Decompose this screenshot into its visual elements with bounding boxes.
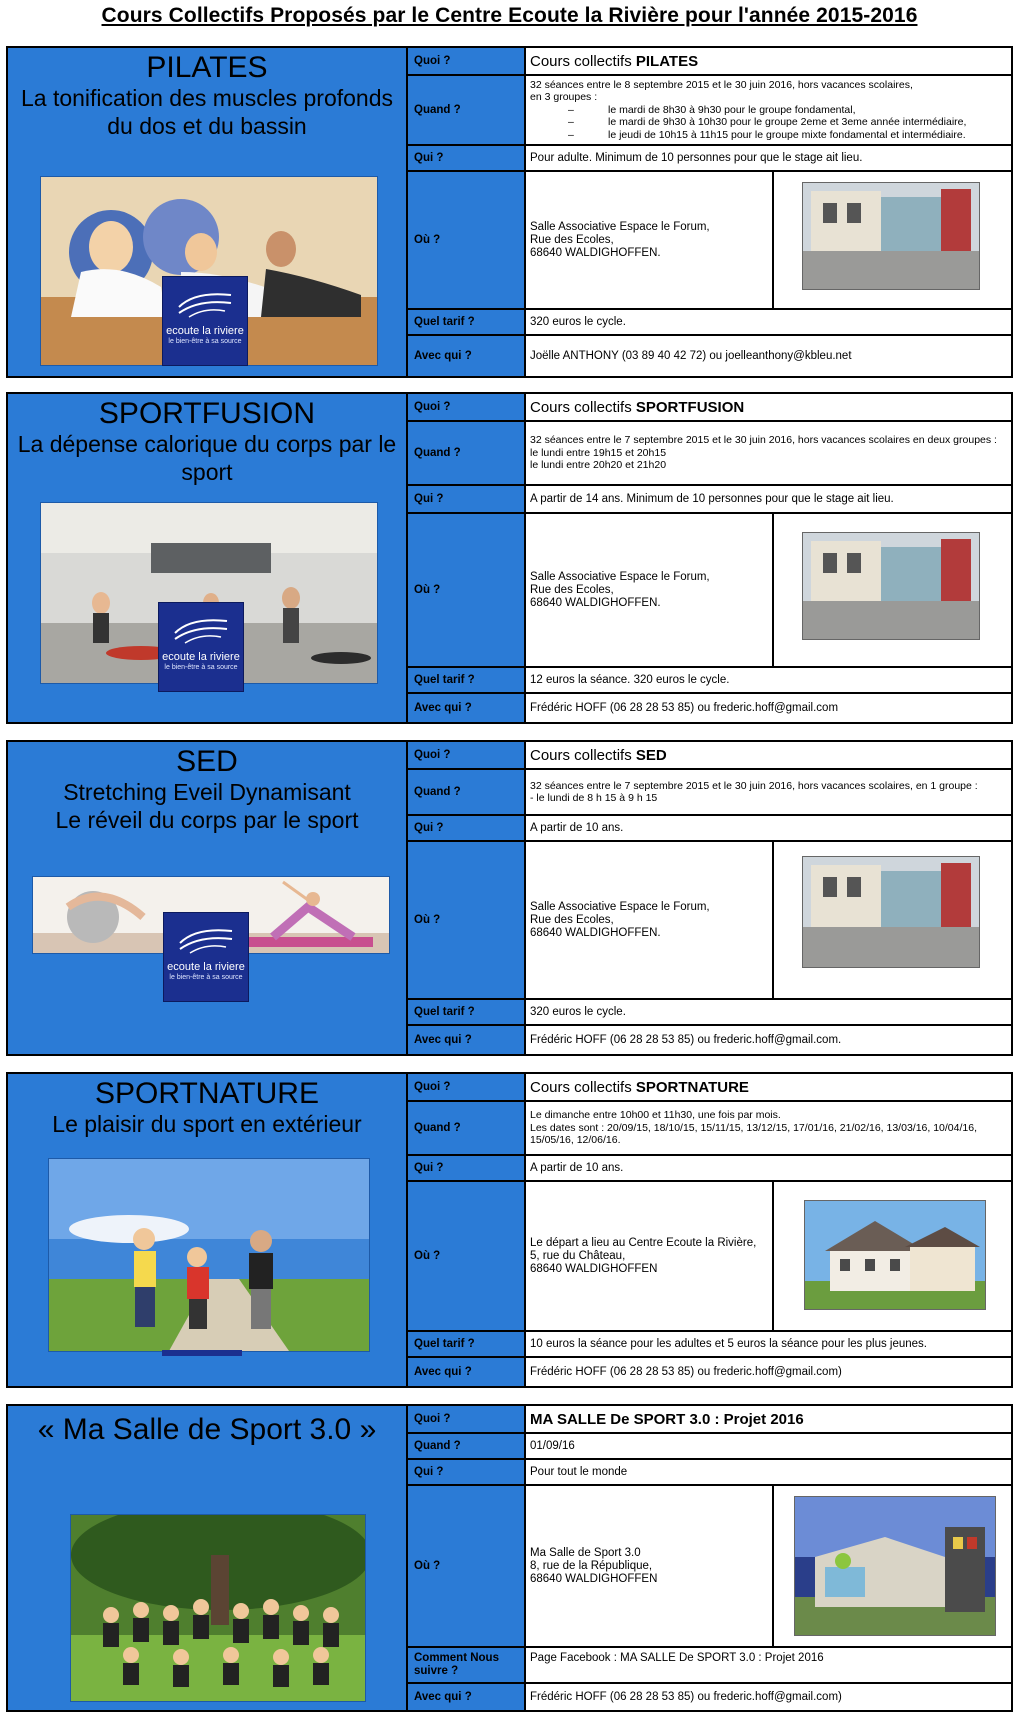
row-ou [408, 172, 1011, 310]
label-avec: Avec qui ? [408, 336, 526, 376]
label-qui: Qui ? [408, 816, 526, 840]
value-quand [526, 770, 1011, 814]
logo-line2: le bien-être à sa source [164, 664, 238, 671]
row-quand [408, 1102, 1011, 1156]
label-tarif: Quel tarif ? [408, 1332, 526, 1356]
address-line: 68640 WALDIGHOFFEN [530, 1262, 658, 1275]
value-ou [526, 514, 774, 666]
course-details-sportfusion [408, 394, 1011, 722]
label-quand: Quand ? [408, 1102, 526, 1154]
address-line: Salle Associative Espace le Forum, [530, 220, 710, 233]
row-qui [408, 816, 1011, 842]
label-quand: Quand ? [408, 1434, 526, 1458]
row-qui [408, 486, 1011, 514]
value-tarif: 10 euros la séance pour les adultes et 5 euros la séance pour les plus jeunes. [530, 1337, 928, 1350]
course-title: PILATES [146, 51, 268, 84]
label-tarif: Quel tarif ? [408, 1000, 526, 1024]
venue-photo [802, 856, 980, 968]
label-quoi: Quoi ? [408, 1406, 526, 1432]
row-avec [408, 694, 1011, 722]
course-details-pilates [408, 48, 1011, 376]
logo-strip [162, 1350, 242, 1356]
label-quoi: Quoi ? [408, 742, 526, 768]
quoi-name: MA SALLE De SPORT 3.0 : Projet 2016 [530, 1410, 804, 1428]
course-panel-sportfusion [8, 394, 408, 722]
course-subtitle: La dépense calorique du corps par le sport [17, 431, 397, 485]
course-subtitle: La tonification des muscles profonds du dos et du bassin [20, 85, 394, 139]
label-quoi: Quoi ? [408, 1074, 526, 1100]
row-quand [408, 770, 1011, 816]
label-quoi: Quoi ? [408, 48, 526, 74]
row-avec [408, 1358, 1011, 1386]
value-quand [526, 422, 1011, 484]
value-tarif: 12 euros la séance. 320 euros le cycle. [530, 673, 730, 686]
row-quand [408, 76, 1011, 146]
value-tarif: 320 euros le cycle. [530, 315, 626, 328]
address-line: Rue des Ecoles, [530, 583, 614, 596]
value-avec: Frédéric HOFF (06 28 28 53 85) ou frederic.hoff@gmail.com [530, 701, 839, 714]
quand-line: le lundi entre 20h20 et 21h20 [530, 459, 667, 472]
value-qui: Pour adulte. Minimum de 10 personnes pour que le stage ait lieu. [530, 151, 863, 164]
address-line: 68640 WALDIGHOFFEN. [530, 926, 661, 939]
quand-line: 32 séances entre le 7 septembre 2015 et le 30 juin 2016, hors vacances scolaires, en 1 groupe : [530, 779, 978, 792]
label-ou: Où ? [408, 172, 526, 308]
row-avec [408, 336, 1011, 376]
course-block-pilates [6, 46, 1013, 378]
quoi-name: PILATES [635, 52, 699, 70]
quand-line: Le dimanche entre 10h00 et 11h30, une fois par mois. [530, 1109, 781, 1122]
label-ou: Où ? [408, 1486, 526, 1646]
quand-line: Les dates sont : 20/09/15, 18/10/15, 15/11/15, 13/12/15, 17/01/16, 21/02/16, 13/03/16, 10/04/16, 15/05/16, 12/06/16. [530, 1121, 978, 1147]
label-quand: Quand ? [408, 422, 526, 484]
label-quand: Quand ? [408, 770, 526, 814]
row-tarif [408, 1000, 1011, 1026]
venue-photo [802, 182, 980, 290]
logo-line2: le bien-être à sa source [169, 974, 243, 981]
value-quoi [526, 48, 1011, 74]
course-subtitle: Le plaisir du sport en extérieur [52, 1111, 362, 1137]
list-item: – le mardi de 9h30 à 10h30 pour le groupe 2eme et 3eme année intermédiaire, [568, 116, 1007, 129]
venue-photo [802, 532, 980, 640]
row-avec [408, 1684, 1011, 1710]
course-subtitle: Stretching Eveil Dynamisant [63, 779, 351, 805]
value-qui: Pour tout le monde [530, 1465, 628, 1478]
quoi-name: SPORTNATURE [635, 1078, 749, 1096]
course-panel-pilates [8, 48, 408, 376]
label-quoi: Quoi ? [408, 394, 526, 420]
value-qui: A partir de 10 ans. [530, 1161, 624, 1174]
logo-line1: ecoute la riviere [167, 961, 245, 973]
row-quand [408, 422, 1011, 486]
quoi-name: SED [635, 746, 667, 764]
river-wave-icon [175, 287, 235, 323]
label-ou: Où ? [408, 514, 526, 666]
value-quoi [526, 1074, 1011, 1100]
label-qui: Qui ? [408, 1460, 526, 1484]
value-tarif: 320 euros le cycle. [530, 1005, 626, 1018]
label-avec: Avec qui ? [408, 694, 526, 722]
ma-salle-photo [70, 1514, 366, 1702]
address-line: 68640 WALDIGHOFFEN. [530, 246, 661, 259]
course-block-sportfusion [6, 392, 1013, 724]
row-quoi [408, 394, 1011, 422]
row-quand [408, 1434, 1011, 1460]
label-qui: Qui ? [408, 146, 526, 170]
address-line: 5, rue du Château, [530, 1249, 626, 1262]
ecoute-la-riviere-logo [162, 276, 248, 366]
course-title: « Ma Salle de Sport 3.0 » [37, 1413, 377, 1446]
label-tarif: Quel tarif ? [408, 668, 526, 692]
venue-photo [804, 1200, 986, 1310]
row-comment [408, 1648, 1011, 1684]
logo-line1: ecoute la riviere [166, 325, 244, 337]
logo-line1: ecoute la riviere [162, 651, 240, 663]
label-comment: Comment Nous suivre ? [408, 1648, 526, 1682]
address-line: Rue des Ecoles, [530, 913, 614, 926]
quoi-prefix: Cours collectifs [530, 52, 632, 70]
address-line: 68640 WALDIGHOFFEN [530, 1572, 658, 1585]
label-quand: Quand ? [408, 76, 526, 144]
value-qui: A partir de 10 ans. [530, 821, 624, 834]
course-details-ma-salle [408, 1406, 1011, 1710]
value-quand [526, 76, 1011, 144]
row-tarif [408, 1332, 1011, 1358]
value-avec: Frédéric HOFF (06 28 28 53 85) ou frederic.hoff@gmail.com) [530, 1365, 842, 1378]
list-item: – le jeudi de 10h15 à 11h15 pour le groupe mixte fondamental et intermédiaire. [568, 129, 1007, 142]
address-line: Ma Salle de Sport 3.0 [530, 1546, 641, 1559]
address-line: Salle Associative Espace le Forum, [530, 570, 710, 583]
sportnature-photo [48, 1158, 370, 1352]
row-quoi [408, 1406, 1011, 1434]
quand-line: 32 séances entre le 7 septembre 2015 et le 30 juin 2016, hors vacances scolaires en deux groupes : [530, 434, 997, 447]
row-qui [408, 146, 1011, 172]
river-wave-icon [176, 923, 236, 959]
label-ou: Où ? [408, 842, 526, 998]
row-tarif [408, 310, 1011, 336]
list-item: – le mardi de 8h30 à 9h30 pour le groupe fondamental, [568, 104, 1007, 117]
address-line: 8, rue de la République, [530, 1559, 653, 1572]
value-quoi [526, 742, 1011, 768]
quand-line: en 3 groupes : [530, 91, 598, 104]
logo-line2: le bien-être à sa source [168, 338, 242, 345]
row-ou [408, 1486, 1011, 1648]
value-quand [526, 1102, 1011, 1154]
course-panel-sed [8, 742, 408, 1054]
label-avec: Avec qui ? [408, 1026, 526, 1054]
quoi-name: SPORTFUSION [635, 398, 745, 416]
value-qui: A partir de 14 ans. Minimum de 10 personnes pour que le stage ait lieu. [530, 492, 894, 505]
course-title: SPORTFUSION [98, 397, 316, 430]
value-avec: Frédéric HOFF (06 28 28 53 85) ou frederic.hoff@gmail.com) [530, 1690, 842, 1703]
page-title: Cours Collectifs Proposés par le Centre Ecoute la Rivière pour l'année 2015-2016 [101, 4, 918, 27]
row-quoi [408, 742, 1011, 770]
value-ou [526, 842, 774, 998]
row-avec [408, 1026, 1011, 1054]
label-avec: Avec qui ? [408, 1684, 526, 1710]
row-ou [408, 842, 1011, 1000]
venue-rendering [794, 1496, 996, 1636]
value-avec: Frédéric HOFF (06 28 28 53 85) ou frederic.hoff@gmail.com. [530, 1033, 842, 1046]
address-line: 68640 WALDIGHOFFEN. [530, 596, 661, 609]
quand-line: le lundi entre 19h15 et 20h15 [530, 446, 667, 459]
label-qui: Qui ? [408, 1156, 526, 1180]
label-avec: Avec qui ? [408, 1358, 526, 1386]
value-quoi [526, 394, 1011, 420]
row-ou [408, 514, 1011, 668]
row-ou [408, 1182, 1011, 1332]
course-details-sportnature [408, 1074, 1011, 1386]
address-line: Le départ a lieu au Centre Ecoute la Rivière, [530, 1236, 757, 1249]
value-quoi [526, 1406, 1011, 1432]
course-panel-sportnature [8, 1074, 408, 1386]
quoi-prefix: Cours collectifs [530, 746, 632, 764]
value-ou [526, 1182, 774, 1330]
quand-list [530, 104, 1007, 142]
course-block-sportnature [6, 1072, 1013, 1388]
label-tarif: Quel tarif ? [408, 310, 526, 334]
quoi-prefix: Cours collectifs [530, 1078, 632, 1096]
row-quoi [408, 48, 1011, 76]
course-panel-ma-salle [8, 1406, 408, 1710]
value-comment: Page Facebook : MA SALLE De SPORT 3.0 : Projet 2016 [530, 1652, 824, 1664]
quoi-prefix: Cours collectifs [530, 398, 632, 416]
ecoute-la-riviere-logo [163, 912, 249, 1002]
value-avec: Joëlle ANTHONY (03 89 40 42 72) ou joelleanthony@kbleu.net [530, 349, 852, 362]
ecoute-la-riviere-logo [158, 602, 244, 692]
address-line: Rue des Ecoles, [530, 233, 614, 246]
address-line: Salle Associative Espace le Forum, [530, 900, 710, 913]
quand-line: - le lundi de 8 h 15 à 9 h 15 [530, 792, 658, 804]
course-title: SPORTNATURE [95, 1077, 319, 1110]
course-subtitle: Le réveil du corps par le sport [55, 807, 359, 833]
row-tarif [408, 668, 1011, 694]
value-quand: 01/09/16 [530, 1439, 575, 1452]
course-details-sed [408, 742, 1011, 1054]
course-block-sed [6, 740, 1013, 1056]
course-block-ma-salle [6, 1404, 1013, 1712]
quand-line: 32 séances entre le 8 septembre 2015 et le 30 juin 2016, hors vacances scolaires, [530, 78, 913, 91]
course-title: SED [176, 745, 238, 778]
row-quoi [408, 1074, 1011, 1102]
row-qui [408, 1460, 1011, 1486]
value-ou [526, 172, 774, 308]
row-qui [408, 1156, 1011, 1182]
value-ou [526, 1486, 774, 1646]
river-wave-icon [171, 613, 231, 649]
label-ou: Où ? [408, 1182, 526, 1330]
label-qui: Qui ? [408, 486, 526, 512]
